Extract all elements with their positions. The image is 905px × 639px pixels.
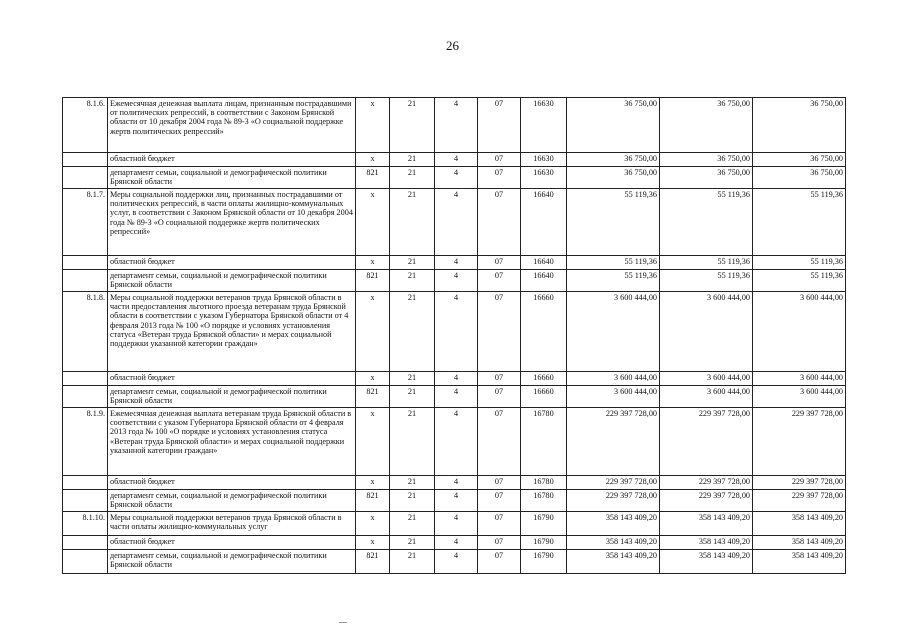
code-cell: 16640 <box>521 189 567 256</box>
row-description: областной бюджет <box>108 153 356 167</box>
table-row <box>63 386 846 408</box>
code-cell: х <box>356 292 390 372</box>
code-cell: 07 <box>478 292 521 372</box>
row-description: Меры социальной поддержки ветеранов труда Брянской области в части оплаты жилищно-коммунальных услуг <box>108 512 356 536</box>
amount-cell: 3 600 444,00 <box>660 292 753 372</box>
amount-cell: 36 750,00 <box>753 153 846 167</box>
code-cell: х <box>356 372 390 386</box>
amount-cell: 358 143 409,20 <box>567 550 660 574</box>
code-cell: 07 <box>478 550 521 574</box>
amount-cell: 229 397 728,00 <box>567 476 660 490</box>
code-cell: 4 <box>435 189 478 256</box>
table-row <box>63 98 846 153</box>
code-cell: 07 <box>478 98 521 153</box>
code-cell: 07 <box>478 372 521 386</box>
amount-cell: 55 119,36 <box>753 270 846 292</box>
row-number <box>63 550 108 574</box>
code-cell: 821 <box>356 386 390 408</box>
row-number <box>63 476 108 490</box>
table-row <box>63 408 846 476</box>
code-cell: 21 <box>390 270 435 292</box>
scan-artifact <box>339 622 347 623</box>
amount-cell: 358 143 409,20 <box>660 550 753 574</box>
amount-cell: 3 600 444,00 <box>753 386 846 408</box>
code-cell: 16640 <box>521 256 567 270</box>
code-cell: 07 <box>478 386 521 408</box>
code-cell: 21 <box>390 372 435 386</box>
amount-cell: 55 119,36 <box>660 256 753 270</box>
amount-cell: 36 750,00 <box>660 98 753 153</box>
code-cell: х <box>356 408 390 476</box>
amount-cell: 36 750,00 <box>567 153 660 167</box>
code-cell: 4 <box>435 292 478 372</box>
amount-cell: 229 397 728,00 <box>753 408 846 476</box>
code-cell: 07 <box>478 167 521 189</box>
amount-cell: 3 600 444,00 <box>567 372 660 386</box>
code-cell: х <box>356 256 390 270</box>
amount-cell: 36 750,00 <box>567 167 660 189</box>
amount-cell: 36 750,00 <box>660 167 753 189</box>
row-description: департамент семьи, социальной и демографической политики Брянской области <box>108 270 356 292</box>
code-cell: 821 <box>356 167 390 189</box>
row-number <box>63 153 108 167</box>
row-description: Меры социальной поддержки ветеранов труда Брянской области в части предоставления льготного проезда ветеранам труда Брянской области в соответствии с указом Губернатора Брянской области от 4 февраля 2013 года № 100 «О порядке и условиях установления статуса «Ветеран труда Брянской области» и мерах социальной поддержки указанной категории граждан» <box>108 292 356 372</box>
code-cell: 21 <box>390 476 435 490</box>
amount-cell: 36 750,00 <box>567 98 660 153</box>
table-row <box>63 256 846 270</box>
code-cell: 21 <box>390 512 435 536</box>
code-cell: 16790 <box>521 512 567 536</box>
code-cell: 21 <box>390 386 435 408</box>
code-cell: 821 <box>356 270 390 292</box>
amount-cell: 3 600 444,00 <box>753 292 846 372</box>
amount-cell: 358 143 409,20 <box>753 550 846 574</box>
code-cell: 21 <box>390 292 435 372</box>
code-cell: 16630 <box>521 98 567 153</box>
amount-cell: 36 750,00 <box>753 98 846 153</box>
code-cell: 16630 <box>521 167 567 189</box>
table-row <box>63 490 846 512</box>
amount-cell: 358 143 409,20 <box>567 512 660 536</box>
code-cell: 07 <box>478 476 521 490</box>
amount-cell: 229 397 728,00 <box>567 490 660 512</box>
row-number: 8.1.7. <box>63 189 108 256</box>
row-number <box>63 490 108 512</box>
code-cell: 21 <box>390 408 435 476</box>
code-cell: 821 <box>356 490 390 512</box>
budget-table <box>62 97 846 574</box>
table-row <box>63 536 846 550</box>
code-cell: х <box>356 98 390 153</box>
row-description: Меры социальной поддержки лиц, признанных пострадавшими от политических репрессий, в части оплаты жилищно-коммунальных услуг, в соответствии с Законом Брянской области от 10 декабря 2004 года № 89-З «О социальной поддержке жертв политических репрессий» <box>108 189 356 256</box>
code-cell: 4 <box>435 476 478 490</box>
row-number: 8.1.8. <box>63 292 108 372</box>
row-description: департамент семьи, социальной и демографической политики Брянской области <box>108 490 356 512</box>
table-row <box>63 270 846 292</box>
amount-cell: 55 119,36 <box>567 270 660 292</box>
row-number <box>63 386 108 408</box>
row-description: областной бюджет <box>108 372 356 386</box>
amount-cell: 3 600 444,00 <box>660 386 753 408</box>
row-number <box>63 167 108 189</box>
row-description: областной бюджет <box>108 536 356 550</box>
table-row <box>63 372 846 386</box>
amount-cell: 358 143 409,20 <box>753 512 846 536</box>
code-cell: 4 <box>435 512 478 536</box>
code-cell: 16640 <box>521 270 567 292</box>
row-description: Ежемесячная денежная выплата лицам, признанным пострадавшими от политических репрессий, в соответствии с Законом Брянской области от 10 декабря 2004 года № 89-З «О социальной поддержке жертв политических репрессий» <box>108 98 356 153</box>
row-number: 8.1.9. <box>63 408 108 476</box>
page-number: 26 <box>446 38 459 53</box>
row-number <box>63 256 108 270</box>
code-cell: х <box>356 512 390 536</box>
row-description: департамент семьи, социальной и демографической политики Брянской области <box>108 386 356 408</box>
table-row <box>63 512 846 536</box>
amount-cell: 229 397 728,00 <box>660 476 753 490</box>
code-cell: 07 <box>478 408 521 476</box>
amount-cell: 55 119,36 <box>660 270 753 292</box>
code-cell: 16790 <box>521 550 567 574</box>
table-row <box>63 476 846 490</box>
amount-cell: 55 119,36 <box>753 256 846 270</box>
code-cell: 4 <box>435 408 478 476</box>
table-row <box>63 292 846 372</box>
row-number <box>63 372 108 386</box>
table-row <box>63 153 846 167</box>
amount-cell: 55 119,36 <box>567 189 660 256</box>
code-cell: 821 <box>356 550 390 574</box>
code-cell: 21 <box>390 490 435 512</box>
code-cell: 07 <box>478 256 521 270</box>
row-description: департамент семьи, социальной и демографической политики Брянской области <box>108 167 356 189</box>
amount-cell: 229 397 728,00 <box>660 490 753 512</box>
code-cell: 16780 <box>521 408 567 476</box>
amount-cell: 358 143 409,20 <box>567 536 660 550</box>
code-cell: 4 <box>435 270 478 292</box>
code-cell: 21 <box>390 189 435 256</box>
row-number: 8.1.6. <box>63 98 108 153</box>
code-cell: 07 <box>478 153 521 167</box>
code-cell: 16790 <box>521 536 567 550</box>
row-number <box>63 270 108 292</box>
row-description: департамент семьи, социальной и демографической политики Брянской области <box>108 550 356 574</box>
code-cell: 4 <box>435 536 478 550</box>
code-cell: 4 <box>435 167 478 189</box>
amount-cell: 3 600 444,00 <box>660 372 753 386</box>
code-cell: 4 <box>435 386 478 408</box>
code-cell: 16660 <box>521 372 567 386</box>
code-cell: х <box>356 536 390 550</box>
code-cell: х <box>356 189 390 256</box>
code-cell: 4 <box>435 98 478 153</box>
code-cell: 16630 <box>521 153 567 167</box>
amount-cell: 55 119,36 <box>567 256 660 270</box>
amount-cell: 358 143 409,20 <box>660 512 753 536</box>
row-description: областной бюджет <box>108 476 356 490</box>
code-cell: 07 <box>478 490 521 512</box>
row-number: 8.1.10. <box>63 512 108 536</box>
amount-cell: 229 397 728,00 <box>660 408 753 476</box>
table-row <box>63 189 846 256</box>
code-cell: х <box>356 476 390 490</box>
row-description: Ежемесячная денежная выплата ветеранам труда Брянской области в соответствии с указом Губернатора Брянской области от 4 февраля 2013 года № 100 «О порядке и условиях установления статуса «Ветеран труда Брянской области» и мерах социальной поддержки указанной категории граждан» <box>108 408 356 476</box>
amount-cell: 229 397 728,00 <box>753 490 846 512</box>
amount-cell: 55 119,36 <box>753 189 846 256</box>
amount-cell: 229 397 728,00 <box>567 408 660 476</box>
code-cell: 4 <box>435 256 478 270</box>
amount-cell: 3 600 444,00 <box>567 292 660 372</box>
code-cell: 07 <box>478 536 521 550</box>
code-cell: 16780 <box>521 476 567 490</box>
code-cell: 07 <box>478 189 521 256</box>
code-cell: 4 <box>435 490 478 512</box>
code-cell: 21 <box>390 167 435 189</box>
amount-cell: 55 119,36 <box>660 189 753 256</box>
amount-cell: 358 143 409,20 <box>753 536 846 550</box>
amount-cell: 36 750,00 <box>753 167 846 189</box>
code-cell: 16780 <box>521 490 567 512</box>
amount-cell: 3 600 444,00 <box>567 386 660 408</box>
amount-cell: 229 397 728,00 <box>753 476 846 490</box>
row-number <box>63 536 108 550</box>
row-description: областной бюджет <box>108 256 356 270</box>
table-row <box>63 550 846 574</box>
code-cell: 4 <box>435 153 478 167</box>
code-cell: 21 <box>390 98 435 153</box>
code-cell: 21 <box>390 256 435 270</box>
code-cell: 16660 <box>521 292 567 372</box>
code-cell: 21 <box>390 550 435 574</box>
code-cell: 21 <box>390 153 435 167</box>
code-cell: 21 <box>390 536 435 550</box>
code-cell: 4 <box>435 550 478 574</box>
code-cell: 16660 <box>521 386 567 408</box>
code-cell: 4 <box>435 372 478 386</box>
code-cell: 07 <box>478 512 521 536</box>
code-cell: х <box>356 153 390 167</box>
amount-cell: 36 750,00 <box>660 153 753 167</box>
amount-cell: 358 143 409,20 <box>660 536 753 550</box>
amount-cell: 3 600 444,00 <box>753 372 846 386</box>
table-row <box>63 167 846 189</box>
code-cell: 07 <box>478 270 521 292</box>
